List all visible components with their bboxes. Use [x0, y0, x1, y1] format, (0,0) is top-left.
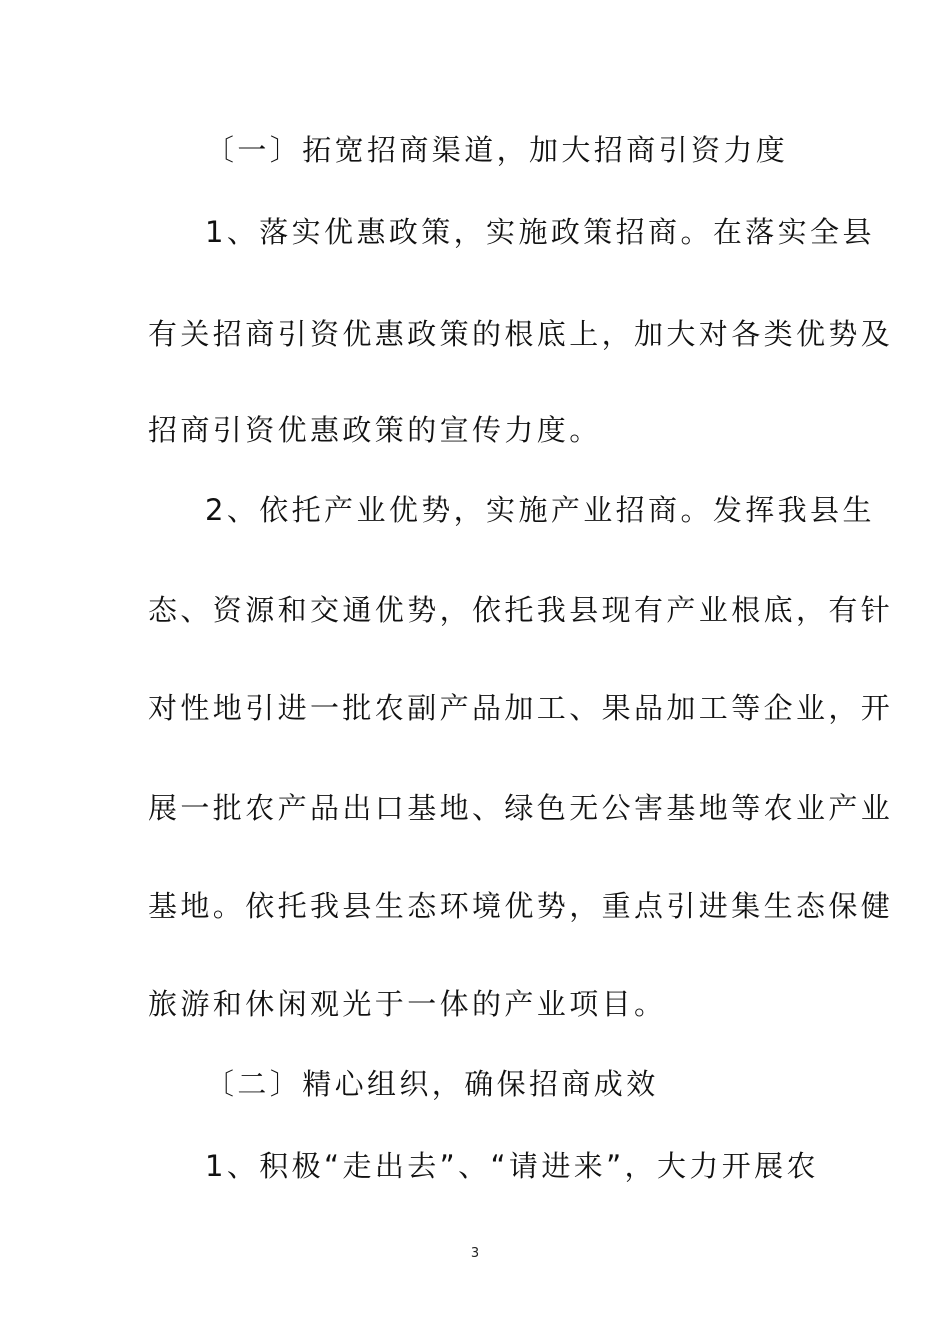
paragraph-2-line-5: 基地。依托我县生态环境优势，重点引进集生态保健 — [148, 889, 894, 923]
section-heading-1: 〔一〕拓宽招商渠道，加大招商引资力度 — [205, 133, 789, 167]
paragraph-1-line-1: 1、落实优惠政策，实施政策招商。在落实全县 — [205, 215, 875, 249]
paragraph-3-line-1: 1、积极“走出去”、“请进来”，大力开展农 — [205, 1149, 819, 1183]
paragraph-1-line-2: 有关招商引资优惠政策的根底上，加大对各类优势及 — [148, 317, 894, 351]
section-heading-2: 〔二〕精心组织，确保招商成效 — [205, 1067, 659, 1101]
paragraph-2-line-3: 对性地引进一批农副产品加工、果品加工等企业，开 — [148, 691, 894, 725]
paragraph-2-line-6: 旅游和休闲观光于一体的产业项目。 — [148, 987, 667, 1021]
paragraph-2-line-2: 态、资源和交通优势，依托我县现有产业根底，有针 — [148, 593, 894, 627]
page-number: 3 — [470, 1246, 480, 1261]
paragraph-1-line-3: 招商引资优惠政策的宣传力度。 — [148, 413, 602, 447]
paragraph-2-line-1: 2、依托产业优势，实施产业招商。发挥我县生 — [205, 493, 875, 527]
paragraph-2-line-4: 展一批农产品出口基地、绿色无公害基地等农业产业 — [148, 791, 894, 825]
